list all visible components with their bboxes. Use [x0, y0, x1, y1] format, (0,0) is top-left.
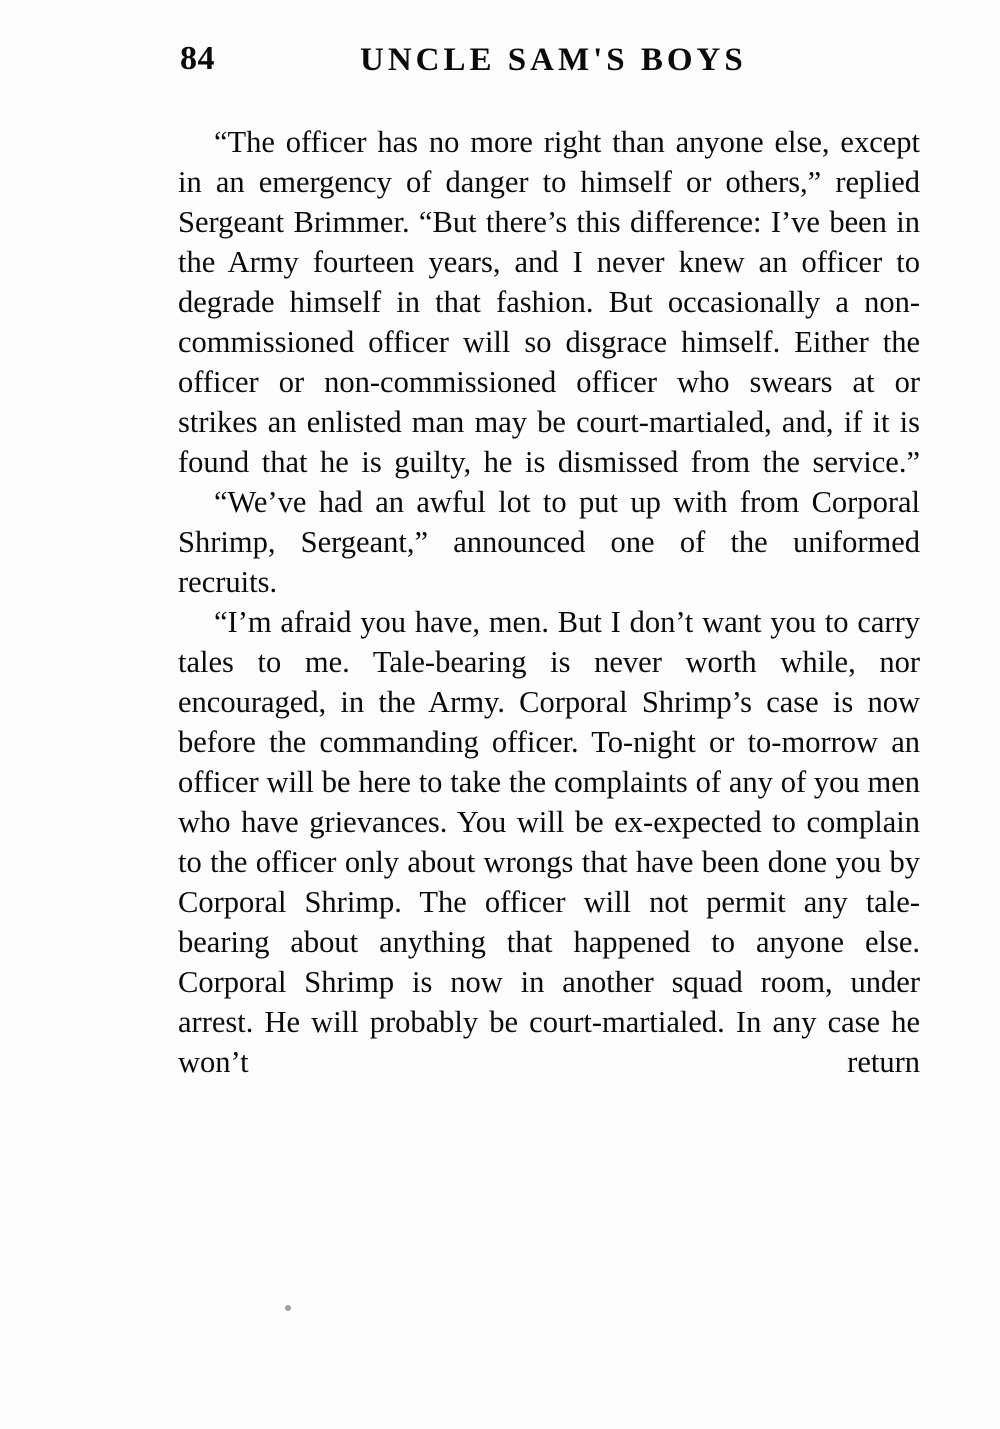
running-title: UNCLE SAM'S BOYS	[360, 42, 747, 78]
paragraph-1: “The officer has no more right than anyone else, except in an emergency of danger to himself or others,” replied Sergeant Brimmer. “But there’s this difference: I’ve been in the Army fourteen years, and I never knew an officer to degrade himself in that fashion. But occasionally a non-commissioned officer will so disgrace himself. Either the officer or non-commissioned officer who swears at or strikes an enlisted man may be court-martialed, and, if it is found that he is guilty, he is dismissed from the service.”	[178, 125, 920, 479]
paragraph-3: “I’m afraid you have, men. But I don’t want you to carry tales to me. Tale-bearing is never worth while, nor encouraged, in the Army. Corporal Shrimp’s case is now before the commanding officer. To-night or to-morrow an officer will be here to take the complaints of any of you men who have grievances. You will be ex-expected to complain to the officer only about wrongs that have been done you by Corporal Shrimp. The officer will not permit any tale-bearing about anything that happened to anyone else. Corporal Shrimp is now in another squad room, under arrest. He will probably be court-martialed. In any case he won’t return	[178, 605, 920, 1079]
page-footer-mark	[285, 1305, 291, 1311]
page-number: 84	[180, 40, 215, 77]
paragraph-2: “We’ve had an awful lot to put up with from Corporal Shrimp, Sergeant,” announced one of the uniformed recruits.	[178, 485, 920, 599]
page-body	[178, 122, 920, 1082]
page-header	[180, 40, 830, 88]
